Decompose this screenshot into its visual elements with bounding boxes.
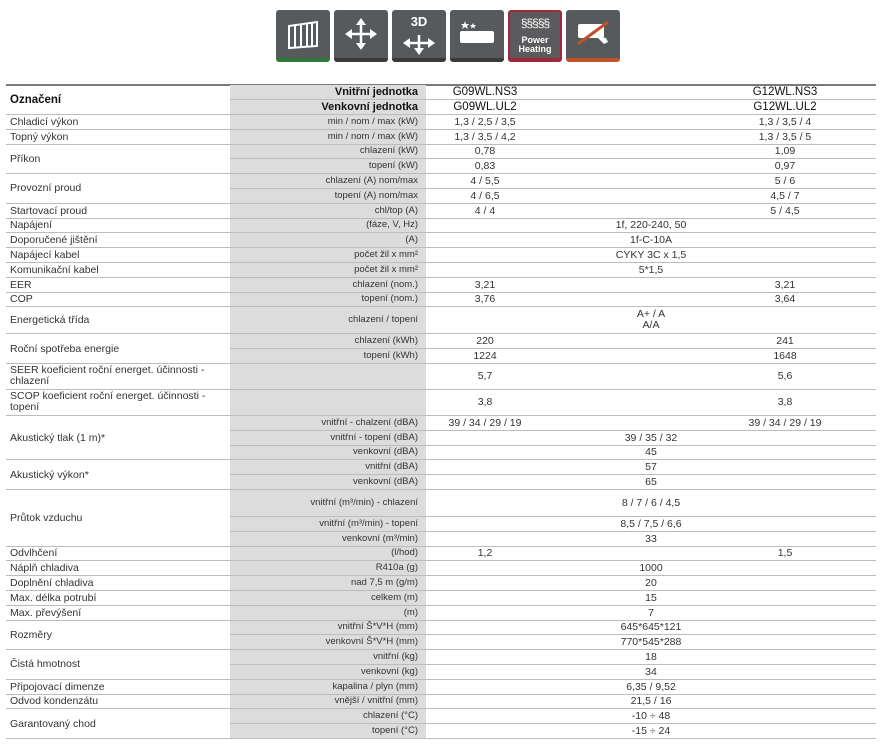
model1-outdoor: G09WL.UL2 [426,100,544,115]
row-label: COP [6,292,230,307]
row-unit: počet žil x mm² [230,262,426,277]
row-value-model1: 3,8 [426,389,544,415]
row-unit: venkovní Š*V*H (mm) [230,635,426,650]
row-label: Roční spotřeba energie [6,334,230,364]
row-value-model1: 1,3 / 2,5 / 3,5 [426,115,544,130]
row-value-shared: 21,5 / 16 [426,694,876,709]
row-label: Průtok vzduchu [6,489,230,546]
table-row [6,363,876,389]
model2-indoor: G12WL.NS3 [694,85,876,100]
row-value-model2: 1,09 [694,144,876,159]
row-unit: vnitřní - chalzení (dBA) [230,415,426,430]
indoor-unit-icon [450,10,504,62]
row-unit: topení (kWh) [230,349,426,364]
table-row [6,144,876,159]
row-value-shared: 15 [426,590,876,605]
row-value-shared: 20 [426,576,876,591]
row-unit: venkovní (kg) [230,664,426,679]
row-label: Max. převýšení [6,605,230,620]
row-value-model2: 1648 [694,349,876,364]
model2-outdoor: G12WL.UL2 [694,100,876,115]
row-value-shared: 6,35 / 9,52 [426,679,876,694]
table-row [6,709,876,724]
row-unit: počet žil x mm² [230,248,426,263]
power-heating-icon: §§§§§ Power Heating [508,10,562,62]
row-unit: chlazení (kWh) [230,334,426,349]
row-value-model1: 4 / 6,5 [426,188,544,203]
row-unit: chlazení / topení [230,307,426,334]
row-value-shared: 1000 [426,561,876,576]
table-row [6,694,876,709]
row-label: Rozměry [6,620,230,650]
row-label: Připojovací dimenze [6,679,230,694]
row-value-model1: 39 / 34 / 29 / 19 [426,415,544,430]
row-value-model1: 3,21 [426,277,544,292]
row-label: Doplnění chladiva [6,576,230,591]
row-value-model2: 3,64 [694,292,876,307]
table-row [6,389,876,415]
row-value-model1: 1224 [426,349,544,364]
feature-icons [276,10,620,62]
table-row [6,292,876,307]
row-value-model1: 1,3 / 3,5 / 4,2 [426,129,544,144]
row-label: Napájení [6,218,230,233]
row-value-shared: 645*645*121 [426,620,876,635]
row-value-model1: 5,7 [426,363,544,389]
filter-icon [276,10,330,62]
row-unit: celkem (m) [230,590,426,605]
row-label: Náplň chladiva [6,561,230,576]
table-row [6,262,876,277]
row-value-model2: 4,5 / 7 [694,188,876,203]
table-row [6,620,876,635]
row-value-shared: CYKY 3C x 1,5 [426,248,876,263]
row-unit: chlazení (°C) [230,709,426,724]
row-value-model1: 0,78 [426,144,544,159]
row-label: Komunikační kabel [6,262,230,277]
row-label: Napájecí kabel [6,248,230,263]
table-row [6,277,876,292]
row-unit: nad 7,5 m (g/m) [230,576,426,591]
row-unit: vnější / vnitřní (mm) [230,694,426,709]
row-value-shared: -15 ÷ 24 [426,724,876,739]
table-row [6,307,876,334]
row-value-model1: 0,83 [426,159,544,174]
row-unit: (m) [230,605,426,620]
table-row [6,248,876,263]
row-unit: (A) [230,233,426,248]
row-value-shared [426,307,876,334]
row-label: Max. délka potrubí [6,590,230,605]
table-row [6,233,876,248]
row-value-model1: 4 / 5,5 [426,174,544,189]
row-value-model2: 1,5 [694,546,876,561]
row-unit: chlazení (kW) [230,144,426,159]
row-label: Provozní proud [6,174,230,204]
row-value-model2: 0,97 [694,159,876,174]
row-unit [230,389,426,415]
row-unit: kapalina / plyn (mm) [230,679,426,694]
table-row [6,489,876,516]
row-value-model1: 220 [426,334,544,349]
row-unit: topení (kW) [230,159,426,174]
spec-table [6,85,876,739]
row-value-line2: A/A [642,319,660,332]
row-unit: venkovní (m³/min) [230,531,426,546]
row-unit: topení (°C) [230,724,426,739]
row-unit: vnitřní (m³/min) - chlazení [230,489,426,516]
table-row [6,546,876,561]
row-value-shared: 65 [426,475,876,490]
row-value-shared: 8,5 / 7,5 / 6,6 [426,516,876,531]
row-value-model2: 5 / 4,5 [694,203,876,218]
row-label: Příkon [6,144,230,174]
row-value-shared: 7 [426,605,876,620]
row-value-shared: 18 [426,650,876,665]
table-row [6,460,876,475]
row-value-shared: 45 [426,445,876,460]
airflow-4way-icon [334,10,388,62]
row-unit: vnitřní (m³/min) - topení [230,516,426,531]
row-value-model2: 5,6 [694,363,876,389]
row-value-shared: 770*545*288 [426,635,876,650]
row-label: Odvod kondenzátu [6,694,230,709]
row-value-model2: 3,21 [694,277,876,292]
row-unit: chlazení (nom.) [230,277,426,292]
row-value-shared: 57 [426,460,876,475]
table-row [6,605,876,620]
outdoor-unit-label: Venkovní jednotka [230,100,426,115]
row-unit: venkovní (dBA) [230,475,426,490]
table-row [6,679,876,694]
row-value-model2: 241 [694,334,876,349]
row-value-shared: 39 / 35 / 32 [426,430,876,445]
row-value-shared: 1f, 220-240, 50 [426,218,876,233]
row-value-shared: 5*1,5 [426,262,876,277]
row-unit: chl/top (A) [230,203,426,218]
airflow-3d-icon: 3D [392,10,446,62]
header-label: Označení [6,85,230,115]
row-value-shared: 1f-C-10A [426,233,876,248]
row-label: Čistá hmotnost [6,650,230,680]
table-row [6,415,876,430]
table-row [6,334,876,349]
row-value-shared: -10 ÷ 48 [426,709,876,724]
table-row [6,115,876,130]
row-value-model1: 1,2 [426,546,544,561]
table-row [6,561,876,576]
row-unit: min / nom / max (kW) [230,115,426,130]
row-value-model2: 39 / 34 / 29 / 19 [694,415,876,430]
self-cleaning-icon [566,10,620,62]
row-label: SEER koeficient roční energet. účinnosti - chlazení [6,363,230,389]
row-value-model1: 4 / 4 [426,203,544,218]
row-label: Chladicí výkon [6,115,230,130]
row-unit: vnitřní Š*V*H (mm) [230,620,426,635]
row-unit: chlazení (A) nom/max [230,174,426,189]
model1-indoor: G09WL.NS3 [426,85,544,100]
table-row [6,650,876,665]
row-label: Energetická třída [6,307,230,334]
row-unit: vnitřní - topení (dBA) [230,430,426,445]
row-unit: topení (nom.) [230,292,426,307]
table-row [6,590,876,605]
table-row [6,203,876,218]
row-label: SCOP koeficient roční energet. účinnosti - topení [6,389,230,415]
row-unit: (l/hod) [230,546,426,561]
row-value-model1: 3,76 [426,292,544,307]
row-value-model2: 1,3 / 3,5 / 4 [694,115,876,130]
row-unit: venkovní (dBA) [230,445,426,460]
header-row-indoor [6,85,876,100]
table-row [6,218,876,233]
row-label: Topný výkon [6,129,230,144]
row-value-shared: 33 [426,531,876,546]
row-unit: (fáze, V, Hz) [230,218,426,233]
table-row [6,576,876,591]
row-value-line1: A+ / A [636,308,666,321]
row-unit: R410a (g) [230,561,426,576]
table-row [6,129,876,144]
row-value-model2: 5 / 6 [694,174,876,189]
row-label: Akustický tlak (1 m)* [6,415,230,459]
row-label: EER [6,277,230,292]
row-value-model2: 1,3 / 3,5 / 5 [694,129,876,144]
row-label: Odvlhčení [6,546,230,561]
row-unit: vnitřní (kg) [230,650,426,665]
row-label: Doporučené jištění [6,233,230,248]
row-label: Startovací proud [6,203,230,218]
row-label: Garantovaný chod [6,709,230,739]
row-value-shared: 34 [426,664,876,679]
row-unit [230,363,426,389]
row-value-model2: 3,8 [694,389,876,415]
row-unit: min / nom / max (kW) [230,129,426,144]
indoor-unit-label: Vnitřní jednotka [230,85,426,100]
row-unit: topení (A) nom/max [230,188,426,203]
row-value-shared: 8 / 7 / 6 / 4,5 [426,489,876,516]
row-unit: vnitřní (dBA) [230,460,426,475]
row-label: Akustický výkon* [6,460,230,490]
table-row [6,174,876,189]
